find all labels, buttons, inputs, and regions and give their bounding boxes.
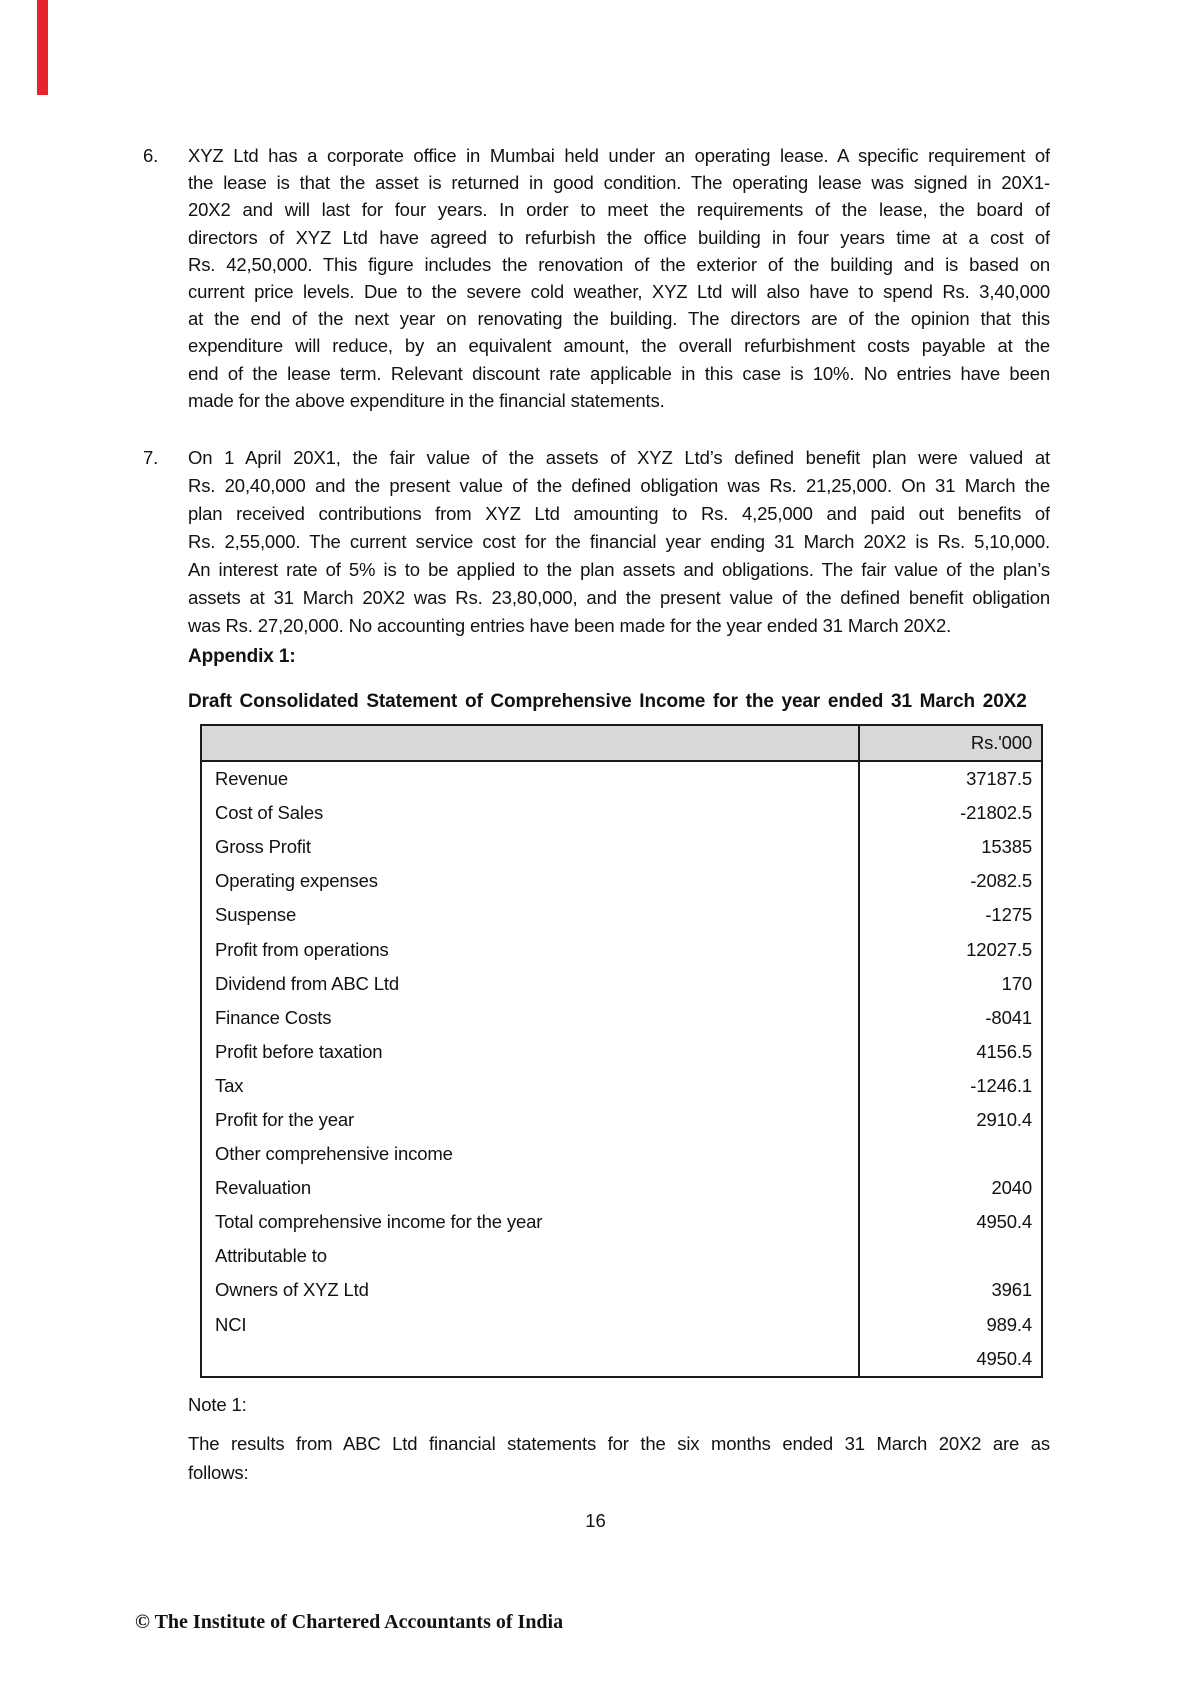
row-label: Revaluation bbox=[202, 1171, 860, 1205]
page-number: 16 bbox=[585, 1510, 606, 1531]
question-item-6 bbox=[143, 142, 1050, 414]
row-value: -1275 bbox=[985, 904, 1032, 926]
row-label: Revenue bbox=[202, 762, 860, 796]
table-row bbox=[202, 1103, 1041, 1137]
paragraph-line: Rs. 42,50,000. This figure includes the renovation of the exterior of the building and is based on bbox=[188, 253, 1050, 275]
paragraph bbox=[188, 444, 1050, 640]
paragraph-line: directors of XYZ Ltd have agreed to refurbish the office building in four years time at a cost of bbox=[188, 226, 1050, 248]
paragraph-line: The results from ABC Ltd financial statements for the six months ended 31 March 20X2 are as bbox=[188, 1433, 1050, 1454]
row-value: 4950.4 bbox=[976, 1347, 1032, 1369]
row-value: 2910.4 bbox=[976, 1108, 1032, 1130]
row-value: 3961 bbox=[991, 1279, 1032, 1301]
row-label: Cost of Sales bbox=[202, 796, 860, 830]
row-value: 15385 bbox=[981, 836, 1032, 858]
row-label: Gross Profit bbox=[202, 830, 860, 864]
table-header-row bbox=[202, 726, 1041, 762]
row-label: Profit from operations bbox=[202, 932, 860, 966]
paragraph-line: at the end of the next year on renovating the building. The directors are of the opinion that this bbox=[188, 308, 1050, 330]
paragraph-line: the lease is that the asset is returned in good condition. The operating lease was signed in 20X1- bbox=[188, 172, 1050, 194]
row-label: Dividend from ABC Ltd bbox=[202, 967, 860, 1001]
row-value: 989.4 bbox=[986, 1313, 1032, 1335]
paragraph-line: current price levels. Due to the severe cold weather, XYZ Ltd will also have to spend Rs. 3,40,000 bbox=[188, 280, 1050, 302]
row-label: Tax bbox=[202, 1069, 860, 1103]
table-row bbox=[202, 1069, 1041, 1103]
paragraph-line: Rs. 20,40,000 and the present value of the defined obligation was Rs. 21,25,000. On 31 March the bbox=[188, 475, 1050, 496]
table-row bbox=[202, 1273, 1041, 1307]
paragraph-line: made for the above expenditure in the financial statements. bbox=[188, 389, 665, 411]
table-row bbox=[202, 1035, 1041, 1069]
row-value: 12027.5 bbox=[966, 938, 1032, 960]
table-row bbox=[202, 830, 1041, 864]
statement-title: Draft Consolidated Statement of Comprehensive Income for the year ended 31 March 20X2 bbox=[188, 691, 1027, 712]
item-number: 7. bbox=[143, 447, 159, 468]
row-value: -2082.5 bbox=[970, 870, 1032, 892]
paragraph-line: XYZ Ltd has a corporate office in Mumbai held under an operating lease. A specific requirement of bbox=[188, 145, 1050, 166]
table-row bbox=[202, 967, 1041, 1001]
row-value: -8041 bbox=[985, 1006, 1032, 1028]
table-row bbox=[202, 1171, 1041, 1205]
paragraph-line: An interest rate of 5% is to be applied to the plan assets and obligations. The fair value of the plan’s bbox=[188, 559, 1050, 580]
row-label: Profit for the year bbox=[202, 1103, 860, 1137]
paragraph-line: assets at 31 March 20X2 was Rs. 23,80,000, and the present value of the defined benefit obligation bbox=[188, 587, 1050, 608]
row-label bbox=[202, 1342, 860, 1376]
paragraph-line: plan received contributions from XYZ Ltd amounting to Rs. 4,25,000 and paid out benefits of bbox=[188, 503, 1050, 524]
row-label: NCI bbox=[202, 1308, 860, 1342]
table-row bbox=[202, 864, 1041, 898]
row-value: 37187.5 bbox=[966, 768, 1032, 790]
paragraph-line: expenditure will reduce, by an equivalent amount, the overall refurbishment costs payable at the bbox=[188, 335, 1050, 357]
appendix-heading: Appendix 1: bbox=[188, 646, 296, 667]
row-label: Other comprehensive income bbox=[202, 1137, 860, 1171]
row-label: Attributable to bbox=[202, 1239, 860, 1273]
question-item-7 bbox=[143, 444, 1050, 640]
income-statement-table bbox=[200, 724, 1043, 1378]
header-label-cell bbox=[202, 726, 860, 760]
row-value: 170 bbox=[1001, 972, 1032, 994]
table-row bbox=[202, 898, 1041, 932]
row-value bbox=[860, 1137, 1041, 1171]
row-value: 4950.4 bbox=[976, 1211, 1032, 1233]
table-row bbox=[202, 1137, 1041, 1171]
row-label: Finance Costs bbox=[202, 1001, 860, 1035]
row-label: Profit before taxation bbox=[202, 1035, 860, 1069]
table-row bbox=[202, 1342, 1041, 1376]
paragraph-line: On 1 April 20X1, the fair value of the assets of XYZ Ltd’s defined benefit plan were valued at bbox=[188, 447, 1050, 468]
note-heading: Note 1: bbox=[188, 1394, 247, 1415]
note-paragraph bbox=[188, 1429, 1050, 1487]
copyright-footer: © The Institute of Chartered Accountants of India bbox=[135, 1611, 564, 1633]
row-label: Owners of XYZ Ltd bbox=[202, 1273, 860, 1307]
paragraph-line: Rs. 2,55,000. The current service cost for the financial year ending 31 March 20X2 is Rs. 5,10,000. bbox=[188, 531, 1050, 552]
table-row bbox=[202, 762, 1041, 796]
table-row bbox=[202, 1308, 1041, 1342]
row-value: -1246.1 bbox=[970, 1074, 1032, 1096]
paragraph-line: follows: bbox=[188, 1462, 249, 1483]
row-label: Operating expenses bbox=[202, 864, 860, 898]
row-value: 2040 bbox=[991, 1177, 1032, 1199]
row-label: Total comprehensive income for the year bbox=[202, 1205, 860, 1239]
table-row bbox=[202, 796, 1041, 830]
item-number: 6. bbox=[143, 145, 159, 166]
table-row bbox=[202, 932, 1041, 966]
table-row bbox=[202, 1239, 1041, 1273]
row-value: -21802.5 bbox=[960, 802, 1032, 824]
table-row bbox=[202, 1001, 1041, 1035]
row-value bbox=[860, 1239, 1041, 1273]
paragraph-line: was Rs. 27,20,000. No accounting entries have been made for the year ended 31 March 20X2. bbox=[188, 615, 952, 636]
paragraph bbox=[188, 142, 1050, 414]
header-value-cell: Rs.'000 bbox=[970, 732, 1032, 753]
row-label: Suspense bbox=[202, 898, 860, 932]
paragraph-line: 20X2 and will last for four years. In order to meet the requirements of the lease, the board of bbox=[188, 199, 1050, 221]
paragraph-line: end of the lease term. Relevant discount rate applicable in this case is 10%. No entries have been bbox=[188, 362, 1050, 384]
row-value: 4156.5 bbox=[976, 1040, 1032, 1062]
red-bookmark-stripe bbox=[37, 0, 48, 95]
table-row bbox=[202, 1205, 1041, 1239]
